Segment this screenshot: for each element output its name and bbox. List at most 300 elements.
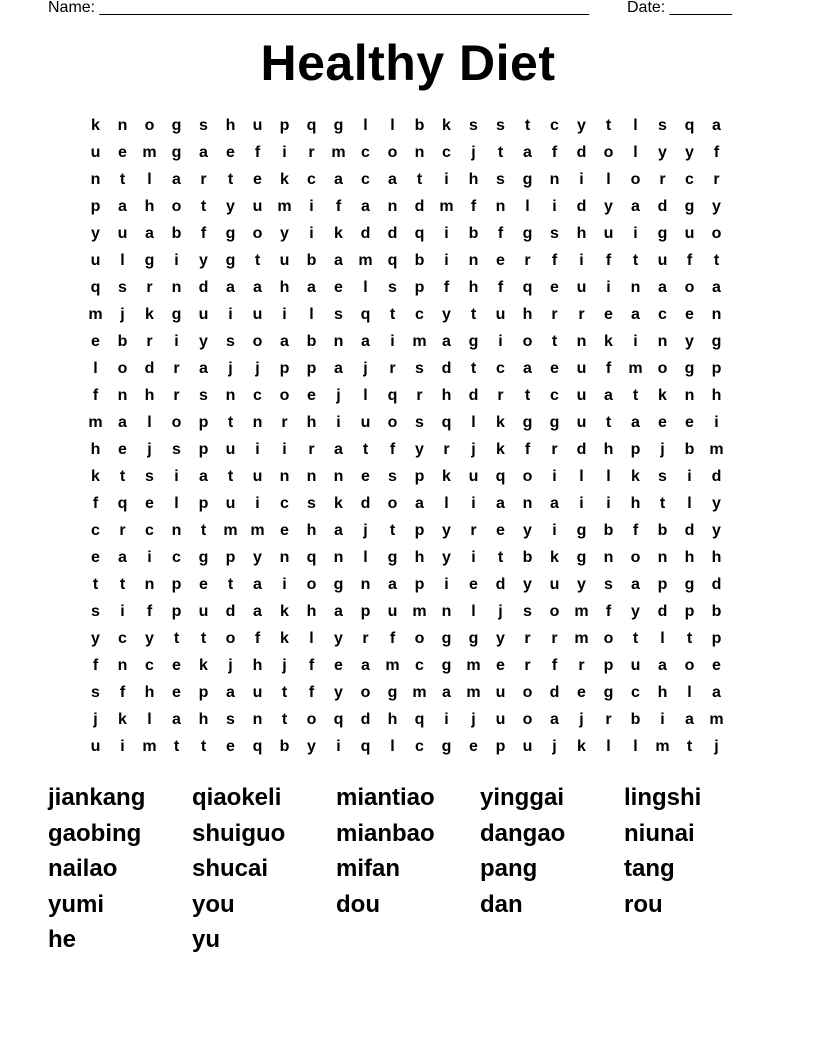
grid-letter: n: [657, 549, 668, 566]
grid-letter: k: [631, 468, 640, 485]
grid-letter: e: [226, 144, 235, 161]
grid-letter: s: [91, 684, 100, 701]
grid-letter: p: [360, 603, 371, 620]
grid-letter: a: [631, 306, 640, 323]
grid-letter: m: [412, 333, 427, 350]
grid-letter: h: [441, 387, 452, 404]
grid-letter: n: [117, 117, 128, 134]
grid-letter: o: [522, 468, 533, 485]
grid-letter: e: [307, 387, 316, 404]
grid-letter: b: [684, 441, 695, 458]
grid-letter: h: [522, 306, 533, 323]
grid-letter: t: [119, 468, 126, 485]
word-bank-item: lingshi: [624, 784, 702, 811]
grid-letter: q: [387, 252, 398, 269]
grid-letter: a: [712, 684, 721, 701]
grid-letter: n: [549, 171, 560, 188]
grid-letter: h: [603, 441, 614, 458]
letter-grid: [82, 112, 730, 760]
name-line: Name: _______________________________________________________: [48, 0, 589, 16]
grid-letter: a: [712, 117, 721, 134]
grid-letter: s: [550, 225, 559, 242]
grid-letter: y: [199, 252, 208, 269]
grid-letter: n: [225, 387, 236, 404]
grid-letter: c: [361, 171, 370, 188]
grid-letter: p: [279, 360, 290, 377]
grid-letter: y: [658, 144, 667, 161]
grid-letter: t: [524, 117, 531, 134]
grid-letter: i: [444, 576, 449, 593]
grid-letter: a: [226, 684, 235, 701]
grid-letter: u: [603, 225, 614, 242]
grid-letter: h: [630, 495, 641, 512]
grid-letter: s: [226, 711, 235, 728]
grid-letter: e: [685, 306, 694, 323]
grid-letter: m: [250, 522, 265, 539]
grid-letter: y: [604, 198, 613, 215]
grid-letter: e: [658, 414, 667, 431]
grid-letter: g: [333, 576, 344, 593]
grid-letter: m: [223, 522, 238, 539]
grid-letter: c: [631, 684, 640, 701]
grid-letter: h: [711, 549, 722, 566]
grid-letter: u: [576, 414, 587, 431]
grid-letter: i: [606, 279, 611, 296]
grid-letter: g: [387, 549, 398, 566]
grid-letter: m: [709, 441, 724, 458]
grid-letter: j: [471, 441, 476, 458]
grid-letter: a: [199, 468, 208, 485]
grid-letter: l: [93, 360, 98, 377]
grid-letter: l: [633, 738, 638, 755]
grid-letter: j: [255, 360, 260, 377]
grid-letter: c: [415, 738, 424, 755]
grid-letter: l: [633, 117, 638, 134]
grid-letter: a: [334, 603, 343, 620]
grid-letter: f: [92, 495, 99, 512]
grid-letter: o: [387, 414, 398, 431]
grid-letter: k: [334, 225, 343, 242]
grid-letter: k: [118, 711, 127, 728]
grid-letter: n: [333, 333, 344, 350]
grid-letter: t: [92, 576, 99, 593]
grid-letter: j: [282, 657, 287, 674]
grid-letter: h: [711, 387, 722, 404]
grid-letter: m: [142, 738, 157, 755]
grid-letter: y: [334, 630, 343, 647]
grid-row: [82, 463, 730, 490]
grid-letter: n: [144, 576, 155, 593]
grid-letter: f: [92, 657, 99, 674]
grid-letter: l: [525, 198, 530, 215]
grid-letter: j: [228, 657, 233, 674]
grid-letter: y: [685, 333, 694, 350]
grid-letter: n: [279, 549, 290, 566]
grid-letter: f: [497, 279, 504, 296]
grid-letter: i: [579, 171, 584, 188]
grid-letter: p: [414, 279, 425, 296]
grid-letter: i: [336, 414, 341, 431]
grid-letter: y: [577, 576, 586, 593]
grid-letter: n: [468, 252, 479, 269]
grid-letter: a: [199, 360, 208, 377]
grid-letter: k: [577, 738, 586, 755]
grid-letter: r: [146, 333, 153, 350]
grid-row: [82, 571, 730, 598]
word-bank-item: mifan: [336, 855, 401, 882]
grid-letter: t: [524, 387, 531, 404]
grid-letter: r: [551, 441, 558, 458]
grid-letter: t: [497, 549, 504, 566]
grid-letter: y: [415, 441, 424, 458]
grid-letter: e: [226, 738, 235, 755]
grid-letter: f: [335, 198, 342, 215]
grid-row: [82, 598, 730, 625]
grid-letter: p: [198, 414, 209, 431]
grid-letter: t: [632, 630, 639, 647]
grid-letter: a: [631, 414, 640, 431]
grid-letter: p: [414, 576, 425, 593]
grid-letter: s: [118, 279, 127, 296]
grid-letter: k: [280, 171, 289, 188]
grid-letter: p: [225, 549, 236, 566]
grid-letter: i: [282, 144, 287, 161]
grid-row: [82, 490, 730, 517]
grid-letter: f: [632, 522, 639, 539]
grid-letter: f: [605, 360, 612, 377]
grid-letter: d: [198, 279, 209, 296]
grid-letter: e: [496, 657, 505, 674]
grid-letter: s: [307, 495, 316, 512]
grid-letter: k: [658, 387, 667, 404]
grid-letter: q: [252, 738, 263, 755]
grid-letter: d: [657, 603, 668, 620]
grid-letter: g: [441, 657, 452, 674]
grid-letter: y: [685, 144, 694, 161]
grid-row: [82, 517, 730, 544]
grid-letter: t: [227, 576, 234, 593]
grid-letter: a: [253, 576, 262, 593]
grid-letter: f: [308, 657, 315, 674]
grid-letter: f: [551, 252, 558, 269]
grid-letter: d: [576, 198, 587, 215]
grid-row: [82, 139, 730, 166]
grid-letter: t: [362, 441, 369, 458]
grid-letter: k: [604, 333, 613, 350]
grid-letter: m: [331, 144, 346, 161]
grid-letter: d: [711, 468, 722, 485]
grid-letter: l: [309, 630, 314, 647]
grid-letter: d: [360, 495, 371, 512]
grid-letter: a: [334, 360, 343, 377]
grid-letter: f: [200, 225, 207, 242]
grid-letter: e: [469, 576, 478, 593]
grid-letter: r: [551, 306, 558, 323]
grid-letter: i: [471, 549, 476, 566]
word-bank-item: shuiguo: [192, 819, 286, 847]
grid-letter: q: [360, 306, 371, 323]
grid-letter: i: [174, 468, 179, 485]
grid-letter: u: [360, 414, 371, 431]
grid-letter: u: [468, 468, 479, 485]
grid-letter: o: [657, 360, 668, 377]
grid-letter: o: [603, 630, 614, 647]
grid-letter: q: [414, 711, 425, 728]
grid-letter: a: [496, 495, 505, 512]
grid-letter: t: [632, 387, 639, 404]
grid-letter: d: [360, 711, 371, 728]
grid-letter: m: [439, 198, 454, 215]
grid-letter: n: [576, 333, 587, 350]
grid-letter: j: [363, 360, 368, 377]
grid-letter: a: [361, 198, 370, 215]
grid-letter: r: [470, 522, 477, 539]
grid-letter: i: [498, 333, 503, 350]
grid-letter: j: [579, 711, 584, 728]
grid-letter: o: [414, 630, 425, 647]
grid-letter: b: [117, 333, 128, 350]
grid-letter: r: [389, 360, 396, 377]
grid-letter: u: [252, 306, 263, 323]
word-bank-item: dou: [336, 890, 380, 918]
grid-letter: d: [684, 522, 695, 539]
grid-letter: u: [657, 252, 668, 269]
grid-letter: k: [91, 117, 100, 134]
grid-letter: e: [172, 657, 181, 674]
grid-letter: t: [470, 306, 477, 323]
grid-letter: g: [522, 414, 533, 431]
grid-letter: j: [660, 441, 665, 458]
grid-letter: f: [686, 252, 693, 269]
grid-letter: o: [603, 144, 614, 161]
grid-letter: r: [551, 630, 558, 647]
grid-letter: u: [495, 684, 506, 701]
grid-letter: t: [119, 171, 126, 188]
grid-letter: e: [496, 522, 505, 539]
grid-letter: n: [306, 468, 317, 485]
grid-letter: p: [684, 603, 695, 620]
grid-letter: l: [444, 495, 449, 512]
grid-row: [82, 706, 730, 733]
grid-letter: y: [442, 522, 451, 539]
grid-letter: b: [630, 711, 641, 728]
grid-letter: r: [578, 306, 585, 323]
grid-letter: o: [549, 603, 560, 620]
grid-letter: m: [358, 252, 373, 269]
grid-letter: r: [605, 711, 612, 728]
grid-letter: f: [605, 603, 612, 620]
grid-letter: p: [90, 198, 101, 215]
grid-letter: a: [631, 576, 640, 593]
grid-letter: f: [713, 144, 720, 161]
grid-letter: p: [171, 576, 182, 593]
grid-letter: n: [657, 333, 668, 350]
grid-letter: k: [496, 414, 505, 431]
grid-letter: s: [415, 414, 424, 431]
grid-letter: m: [628, 360, 643, 377]
grid-letter: j: [471, 144, 476, 161]
grid-letter: s: [388, 468, 397, 485]
grid-letter: e: [118, 144, 127, 161]
grid-letter: o: [171, 198, 182, 215]
grid-letter: a: [550, 711, 559, 728]
grid-letter: o: [630, 171, 641, 188]
grid-letter: p: [603, 657, 614, 674]
grid-letter: a: [442, 333, 451, 350]
grid-letter: u: [225, 441, 236, 458]
grid-letter: c: [91, 522, 100, 539]
word-bank-item: yumi: [48, 890, 105, 918]
grid-letter: t: [659, 495, 666, 512]
grid-row: [82, 301, 730, 328]
grid-row: [82, 679, 730, 706]
grid-letter: i: [390, 333, 395, 350]
grid-letter: u: [198, 603, 209, 620]
grid-letter: y: [523, 522, 532, 539]
grid-letter: e: [91, 549, 100, 566]
grid-letter: e: [550, 360, 559, 377]
grid-letter: j: [228, 360, 233, 377]
grid-letter: a: [523, 360, 532, 377]
grid-letter: q: [333, 711, 344, 728]
grid-letter: a: [334, 171, 343, 188]
grid-letter: p: [495, 738, 506, 755]
grid-letter: b: [657, 522, 668, 539]
grid-letter: u: [198, 306, 209, 323]
grid-letter: t: [227, 171, 234, 188]
grid-letter: c: [307, 171, 316, 188]
grid-letter: p: [414, 522, 425, 539]
grid-letter: p: [198, 684, 209, 701]
grid-letter: y: [523, 576, 532, 593]
grid-letter: h: [252, 657, 263, 674]
grid-letter: o: [279, 387, 290, 404]
grid-letter: o: [117, 360, 128, 377]
grid-letter: o: [225, 630, 236, 647]
grid-letter: i: [579, 252, 584, 269]
grid-letter: q: [441, 414, 452, 431]
grid-letter: n: [630, 279, 641, 296]
grid-letter: u: [576, 360, 587, 377]
grid-letter: f: [389, 441, 396, 458]
grid-letter: n: [441, 603, 452, 620]
grid-letter: k: [280, 603, 289, 620]
word-bank-item: miantiao: [336, 784, 435, 811]
grid-letter: i: [255, 495, 260, 512]
grid-letter: g: [225, 252, 236, 269]
grid-letter: k: [496, 441, 505, 458]
grid-letter: a: [415, 495, 424, 512]
grid-letter: c: [280, 495, 289, 512]
grid-letter: o: [144, 117, 155, 134]
grid-letter: c: [253, 387, 262, 404]
grid-letter: n: [90, 171, 101, 188]
grid-letter: t: [254, 252, 261, 269]
grid-letter: o: [387, 144, 398, 161]
grid-letter: i: [174, 333, 179, 350]
grid-letter: o: [171, 414, 182, 431]
grid-letter: i: [633, 225, 638, 242]
grid-letter: t: [551, 333, 558, 350]
page-title: Healthy Diet: [260, 35, 556, 91]
grid-letter: t: [173, 630, 180, 647]
grid-letter: t: [200, 738, 207, 755]
grid-letter: c: [172, 549, 181, 566]
grid-letter: g: [549, 414, 560, 431]
grid-letter: p: [171, 603, 182, 620]
grid-letter: d: [576, 441, 587, 458]
grid-letter: n: [171, 279, 182, 296]
grid-letter: u: [387, 603, 398, 620]
grid-letter: y: [91, 630, 100, 647]
grid-letter: t: [389, 522, 396, 539]
grid-letter: y: [334, 684, 343, 701]
grid-letter: k: [442, 468, 451, 485]
grid-letter: n: [171, 522, 182, 539]
grid-letter: m: [466, 657, 481, 674]
grid-letter: a: [388, 171, 397, 188]
grid-letter: i: [309, 198, 314, 215]
grid-letter: u: [279, 252, 290, 269]
grid-letter: t: [686, 630, 693, 647]
grid-letter: e: [469, 738, 478, 755]
grid-letter: c: [442, 144, 451, 161]
grid-letter: r: [578, 657, 585, 674]
grid-letter: h: [144, 198, 155, 215]
grid-letter: r: [524, 252, 531, 269]
grid-letter: c: [496, 360, 505, 377]
grid-letter: o: [252, 333, 263, 350]
grid-row: [82, 328, 730, 355]
grid-letter: n: [117, 657, 128, 674]
grid-letter: k: [280, 630, 289, 647]
grid-letter: t: [200, 522, 207, 539]
grid-letter: i: [282, 306, 287, 323]
grid-letter: o: [522, 711, 533, 728]
grid-letter: y: [307, 738, 316, 755]
grid-letter: e: [118, 441, 127, 458]
grid-letter: u: [252, 468, 263, 485]
grid-letter: o: [522, 333, 533, 350]
grid-letter: u: [576, 387, 587, 404]
grid-letter: d: [414, 198, 425, 215]
grid-row: [82, 166, 730, 193]
grid-letter: e: [604, 306, 613, 323]
grid-letter: g: [603, 684, 614, 701]
grid-letter: a: [118, 549, 127, 566]
grid-letter: m: [412, 684, 427, 701]
grid-letter: d: [387, 225, 398, 242]
grid-letter: r: [524, 630, 531, 647]
grid-letter: b: [414, 252, 425, 269]
grid-letter: g: [171, 306, 182, 323]
grid-letter: r: [524, 657, 531, 674]
grid-letter: a: [226, 279, 235, 296]
word-bank-item: tang: [624, 855, 675, 882]
grid-letter: m: [412, 603, 427, 620]
grid-letter: g: [198, 549, 209, 566]
grid-letter: s: [226, 333, 235, 350]
grid-letter: h: [684, 549, 695, 566]
grid-row: [82, 247, 730, 274]
grid-letter: d: [549, 684, 560, 701]
grid-letter: y: [496, 630, 505, 647]
grid-letter: q: [306, 549, 317, 566]
grid-letter: u: [576, 279, 587, 296]
grid-letter: a: [658, 279, 667, 296]
grid-letter: a: [253, 603, 262, 620]
grid-letter: j: [498, 603, 503, 620]
